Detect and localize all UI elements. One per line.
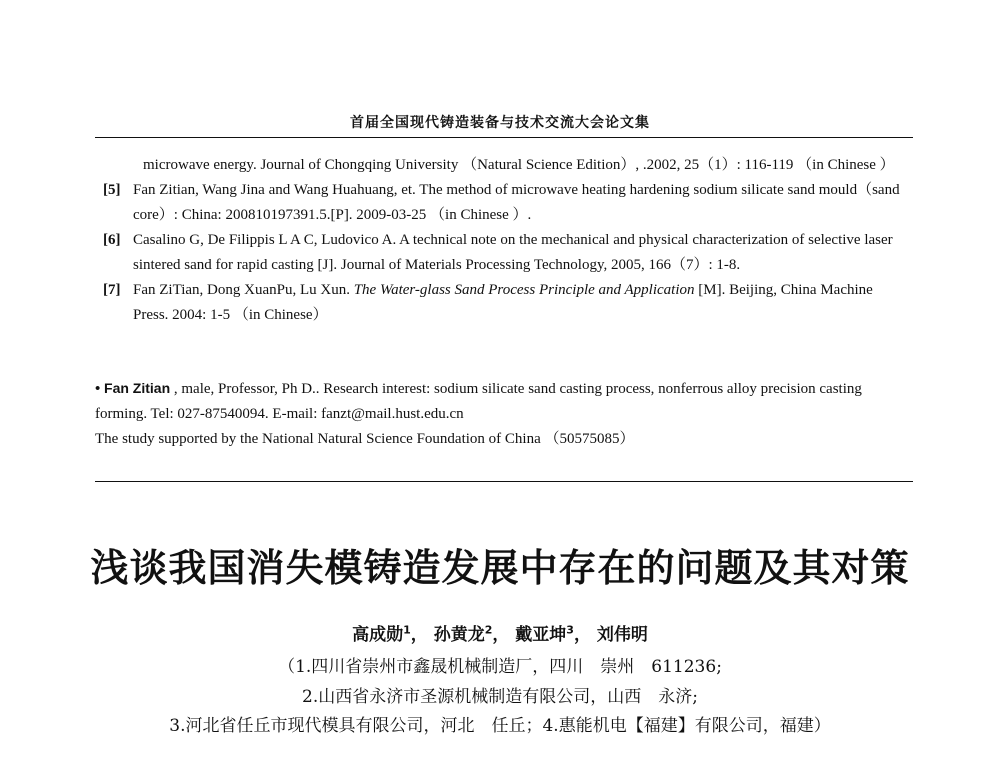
reference-line — [133, 278, 913, 303]
affiliation-line: （1.四川省崇州市鑫晟机械制造厂，四川 崇州 611236; — [278, 657, 722, 677]
reference-number: [7] — [103, 282, 121, 298]
reference-line: Press. 2004: 1-5 （in Chinese） — [133, 307, 328, 323]
reference-line: core）: China: 200810197391.5.[P]. 2009-03-25 （in Chinese ）. — [133, 207, 532, 223]
reference-number: [5] — [103, 182, 121, 198]
reference-authors: Fan ZiTian, Dong XuanPu, Lu Xun. — [133, 282, 354, 298]
author-name: 孙黄龙 — [433, 625, 485, 645]
reference-line: Casalino G, De Filippis L A C, Ludovico A. A technical note on the mechanical and physical characterization of selective laser — [133, 232, 893, 248]
footnote-line: forming. Tel: 027-87540094. E-mail: fanzt@mail.hust.edu.cn — [95, 406, 464, 422]
reference-book-title: The Water-glass Sand Process Principle and Application — [353, 282, 695, 298]
reference-line: Fan Zitian, Wang Jina and Wang Huahuang, et. The method of microwave heating hardening sodium silicate sand mould（sand — [133, 182, 900, 198]
affiliation-line: 2.山西省永济市圣源机械制造有限公司，山西 永济; — [302, 687, 698, 707]
author-name: 高成勋 — [352, 625, 404, 645]
author-separator: ， — [410, 625, 428, 645]
reference-5 — [95, 178, 913, 228]
author-name: 刘伟明 — [596, 625, 648, 645]
reference-6 — [95, 228, 913, 278]
page-header: 首届全国现代铸造装备与技术交流大会论文集 — [350, 115, 650, 131]
footnote-author-details: , male, Professor, Ph D.. Research interest: sodium silicate sand casting process, nonferrous alloy precision casting — [170, 381, 862, 397]
author-affiliation-number: 1 — [403, 623, 411, 637]
reference-7 — [95, 278, 913, 328]
author-list — [0, 620, 1000, 645]
bullet-icon: • — [95, 381, 101, 397]
author-separator: ， — [573, 625, 591, 645]
author-affiliation-number: 2 — [484, 623, 493, 637]
author-affiliation-number: 3 — [566, 623, 574, 637]
section-divider — [95, 481, 913, 482]
funding-note: The study supported by the National Natural Science Foundation of China （50575085） — [95, 431, 635, 447]
affiliation-line: 3.河北省任丘市现代模具有限公司，河北 任丘；4.惠能机电【福建】有限公司，福建） — [169, 716, 831, 736]
reference-publisher: [M]. Beijing, China Machine — [694, 282, 873, 298]
footnote-line — [95, 376, 913, 402]
header-rule — [95, 137, 913, 138]
author-name: 戴亚坤 — [515, 625, 567, 645]
reference-continuation: microwave energy. Journal of Chongqing University （Natural Science Edition）, .2002, 25（1）: 116-119 （in Chinese ） — [143, 157, 895, 173]
footnote-author-name: Fan Zitian — [104, 380, 171, 396]
reference-number: [6] — [103, 232, 121, 248]
author-separator: ， — [492, 625, 510, 645]
paper-title: 浅谈我国消失模铸造发展中存在的问题及其对策 — [90, 546, 910, 590]
references — [95, 153, 913, 328]
reference-line: sintered sand for rapid casting [J]. Journal of Materials Processing Technology, 2005, 166（7）: 1-8. — [133, 257, 741, 273]
author-footnote — [95, 376, 913, 452]
